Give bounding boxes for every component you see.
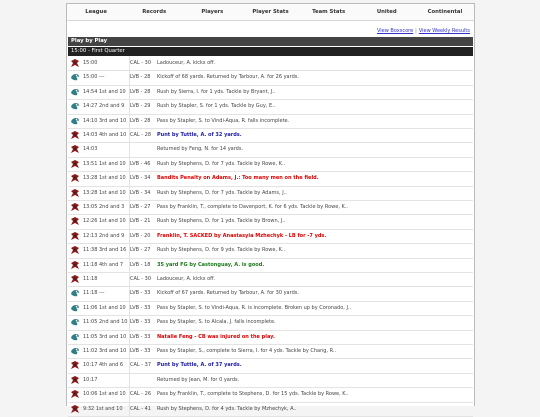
play-time-down: 14:27 2nd and 9 [83,103,125,110]
play-field-position: CAL - 41 [130,405,152,412]
play-description: Rush by Stephens, D. for 1 yds. Tackle by Brown, J.. [157,218,286,225]
team-logo-icon [70,389,80,399]
play-row [68,243,473,258]
team-logo-icon [70,188,80,198]
bandits-logo-icon [70,303,80,313]
bandits-logo-icon [70,72,80,82]
play-field-position: CAL - 26 [130,391,152,398]
play-field-position: LVB - 34 [130,189,151,196]
boxscore-page [66,3,475,412]
play-row [68,358,473,373]
play-description: Franklin, T. SACKED by Anastasyia Mzhechyk - LB for -7 yds. [157,232,327,239]
play-row [68,286,473,301]
play-description: Kickoff of 67 yards. Returned by Tarbour, A. for 30 yards. [157,290,299,297]
play-time-down: 11:02 3rd and 10 [83,348,127,354]
play-row [68,402,473,417]
play-field-position: LVB - 28 [130,74,151,81]
team-logo-icon [70,58,80,68]
play-description: Pass by Franklin, T., complete to Stephens, D. for 15 yds. Tackle by Rowe, K.. [157,391,349,398]
play-row [68,387,473,402]
team-logo-icon [70,173,80,183]
nav-item-continental[interactable]: Continental [427,9,463,15]
team-logo-icon [70,274,80,284]
team-logo-icon [70,159,80,169]
play-field-position: LVB - 20 [130,232,151,239]
play-time-down: 12:13 2nd and 9 [83,232,125,239]
play-description: Pass by Stapler, S. to Vindi-Aqua, R. is incomplete. Broken up by Coronado, J.. [157,304,352,311]
play-description: Bandits Penalty on Adams, J.: Too many men on the field. [157,175,319,182]
bandits-logo-icon [70,317,80,327]
team-logo-icon [70,360,80,370]
play-row [68,258,473,273]
play-time-down: 11:18 4th and 7 [83,261,124,268]
nav-item-team-stats[interactable]: Team Stats [312,9,346,15]
play-row [68,344,473,359]
team-logo-icon [70,216,80,226]
nav-item-player-stats[interactable]: Player Stats [252,9,289,15]
play-description: Returned by Jean, M. for 0 yards. [157,376,240,383]
play-description: Returned by Feng, N. for 14 yards. [157,146,244,153]
play-row [68,229,473,244]
play-time-down: 11:06 1st and 10 [83,304,126,311]
team-logo-icon [70,260,80,270]
play-description: Ladouceur, A. kicks off. [157,60,216,66]
play-description: Rush by Stephens, D. for 4 yds. Tackle by Mzhechyk, A.. [157,405,297,412]
play-field-position: LVB - 46 [130,160,151,167]
play-description: Pass by Stapler, S. to Alcala, J. falls incomplete. [157,319,276,326]
play-row [68,330,473,345]
play-field-position: CAL - 28 [130,132,152,138]
main-nav [67,4,474,21]
play-time-down: 15:00 --- [83,74,105,81]
play-field-position: LVB - 33 [130,304,151,311]
play-field-position: LVB - 33 [130,333,151,340]
team-logo-icon [70,231,80,241]
team-logo-icon [70,144,80,154]
team-logo-icon [70,202,80,212]
team-logo-icon [70,245,80,255]
play-time-down: 9:32 1st and 10 [83,405,123,412]
play-time-down: 10:17 4th and 6 [83,362,124,369]
play-time-down: 13:28 1st and 10 [83,175,126,182]
play-time-down: 14:03 4th and 10 [83,132,127,138]
play-row [68,142,473,157]
play-description: Ladouceur, A. kicks off. [157,276,216,282]
play-time-down: 13:28 1st and 10 [83,189,126,196]
play-description: Pass by Stapler, S. to Vindi-Aqua, R. falls incomplete. [157,117,290,124]
play-description: Rush by Stapler, S. for 1 yds. Tackle by Guy, E.. [157,103,276,110]
play-row [68,128,473,143]
play-field-position: LVB - 21 [130,218,151,225]
play-row [68,114,473,129]
play-time-down: 10:17 [83,376,98,383]
play-time-down: 15:00 [83,60,98,66]
play-description: Natalie Feng - CB was injured on the play. [157,333,275,340]
team-logo-icon [70,130,80,140]
column-divider [129,142,130,156]
play-field-position: LVB - 34 [130,175,151,182]
play-time-down: 13:05 2nd and 3 [83,204,125,210]
play-row [68,214,473,229]
play-row [68,70,473,85]
view-links [377,28,470,34]
play-time-down: 11:05 2nd and 10 [83,319,128,326]
play-field-position: LVB - 33 [130,319,151,326]
play-time-down: 10:06 1st and 10 [83,391,126,398]
play-row [68,56,473,71]
play-field-position: LVB - 33 [130,290,151,297]
team-logo-icon [70,375,80,385]
play-description: Rush by Sierra, I. for 1 yds. Tackle by Bryant, J.. [157,88,276,95]
play-row [68,200,473,215]
bandits-logo-icon [70,101,80,111]
play-time-down: 13:51 1st and 10 [83,160,126,167]
bandits-logo-icon [70,332,80,342]
play-time-down: 14:03 [83,146,98,153]
quarter-title: 15:00 - First Quarter [68,47,473,56]
nav-item-records[interactable]: Records [142,9,167,15]
play-description: Rush by Stephens, D. for 9 yds. Tackle by Rowe, K.. [157,247,286,254]
play-time-down: 11:05 3rd and 10 [83,333,127,340]
play-description: Rush by Stephens, D. for 7 yds. Tackle by Rowe, K.. [157,160,286,167]
play-description: Punt by Tuttle, A. of 37 yards. [157,362,242,369]
play-field-position: CAL - 30 [130,276,152,282]
play-time-down: 11:18 --- [83,290,105,297]
play-time-down: 12:26 1st and 10 [83,218,126,225]
bandits-logo-icon [70,288,80,298]
play-description: Punt by Tuttle, A. of 32 yards. [157,132,242,138]
play-field-position: LVB - 33 [130,348,151,354]
nav-item-united[interactable]: United [376,9,397,15]
play-description: Kickoff of 68 yards. Returned by Tarbour, A. for 26 yards. [157,74,299,81]
play-time-down: 11:18 [83,276,98,282]
play-description: Pass by Stapler, S., complete to Sierra, I. for 4 yds. Tackle by Chang, R.. [157,348,337,354]
play-field-position: LVB - 28 [130,88,151,95]
play-field-position: LVB - 18 [130,261,151,268]
team-logo-icon [70,404,80,414]
nav-item-players[interactable]: Players [201,9,224,15]
play-description: Pass by Franklin, T., complete to Davenport, K. for 6 yds. Tackle by Rowe, K.. [157,204,348,210]
play-row [68,301,473,316]
bandits-logo-icon [70,116,80,126]
nav-item-league[interactable]: League [85,9,107,15]
play-row [68,157,473,172]
play-field-position: LVB - 27 [130,204,151,210]
play-description: Rush by Stephens, D. for 7 yds. Tackle by Adams, J.. [157,189,287,196]
play-row [68,186,473,201]
play-field-position: LVB - 27 [130,247,151,254]
bandits-logo-icon [70,87,80,97]
play-row [68,315,473,330]
section-title: Play by Play [68,37,473,46]
link-separator: | [415,28,417,34]
play-time-down: 14:10 3rd and 10 [83,117,127,124]
play-time-down: 11:38 3rd and 16 [83,247,127,254]
play-description: 35 yard FG by Castonguay, A. is good. [157,261,265,268]
view-weekly-results-link[interactable]: View Weekly Results [418,28,470,34]
view-boxscore-link[interactable]: View Boxscore [376,28,414,34]
play-field-position: LVB - 29 [130,103,151,110]
play-field-position: CAL - 30 [130,60,152,66]
play-row [68,171,473,186]
play-row [68,99,473,114]
play-time-down: 14:54 1st and 10 [83,88,126,95]
bandits-logo-icon [70,346,80,356]
play-field-position: LVB - 28 [130,117,151,124]
play-field-position: CAL - 37 [130,362,152,369]
play-row [68,85,473,100]
play-row [68,373,473,388]
column-divider [129,373,130,387]
play-row [68,272,473,287]
